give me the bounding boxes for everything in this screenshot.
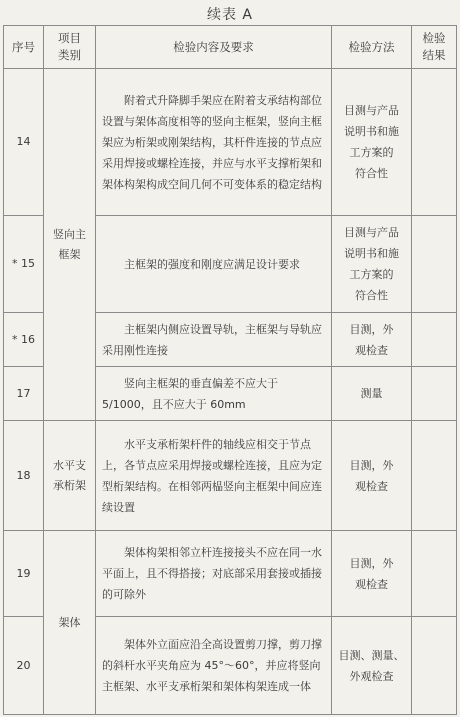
row-result	[412, 617, 457, 715]
table-row	[4, 531, 457, 617]
row-number: 18	[4, 421, 44, 531]
row-method: 测量	[332, 367, 412, 421]
row-content: 附着式升降脚手架应在附着支承结构部位设置与架体高度相等的竖向主框架，竖向主框架应为桁架或刚架结构，其杆件连接的节点应采用焊接或螺栓连接，并应与水平支撑桁架和架体构架构成空间几何不可变体系的稳定结构	[96, 69, 332, 216]
table-caption: 续表 A	[206, 7, 254, 23]
row-number: 17	[4, 367, 44, 421]
row-number: * 16	[4, 313, 44, 367]
row-method: 目测，外 观检查	[332, 313, 412, 367]
row-result	[412, 69, 457, 216]
header-result: 检验 结果	[412, 26, 457, 69]
category-vertical-frame: 竖向主 框架	[44, 69, 96, 421]
category-frame-body: 架体	[44, 531, 96, 715]
row-number: 19	[4, 531, 44, 617]
header-row	[4, 26, 457, 69]
row-content: 水平支承桁架杆件的轴线应相交于节点上，各节点应采用焊接或螺栓连接，且应为定型桁架结构。在相邻两榀竖向主框架中间应连续设置	[96, 421, 332, 531]
row-result	[412, 313, 457, 367]
category-horizontal-truss: 水平支 承桁架	[44, 421, 96, 531]
table-row	[4, 421, 457, 531]
header-content: 检验内容及要求	[96, 26, 332, 69]
row-content: 主框架内侧应设置导轨，主框架与导轨应采用刚性连接	[96, 313, 332, 367]
row-number: * 15	[4, 216, 44, 313]
table-row	[4, 69, 457, 216]
row-method: 目测与产品 说明书和施 工方案的 符合性	[332, 69, 412, 216]
header-no: 序号	[4, 26, 44, 69]
row-result	[412, 531, 457, 617]
row-result	[412, 421, 457, 531]
row-method: 目测，外 观检查	[332, 421, 412, 531]
header-category: 项目 类别	[44, 26, 96, 69]
row-content: 架体构架相邻立杆连接接头不应在同一水平面上，且不得搭接；对底部采用套接或插接的可除外	[96, 531, 332, 617]
row-content: 竖向主框架的垂直偏差不应大于 5/1000，且不应大于 60mm	[96, 367, 332, 421]
header-method: 检验方法	[332, 26, 412, 69]
row-result	[412, 367, 457, 421]
row-number: 14	[4, 69, 44, 216]
row-method: 目测、测量、 外观检查	[332, 617, 412, 715]
row-content: 架体外立面应沿全高设置剪刀撑，剪刀撑的斜杆水平夹角应为 45°～60°，并应将竖向主框架、水平支承桁架和架体构架连成一体	[96, 617, 332, 715]
row-content: 主框架的强度和刚度应满足设计要求	[96, 216, 332, 313]
row-method: 目测与产品 说明书和施 工方案的 符合性	[332, 216, 412, 313]
row-result	[412, 216, 457, 313]
inspection-table	[3, 25, 457, 715]
row-number: 20	[4, 617, 44, 715]
row-method: 目测，外 观检查	[332, 531, 412, 617]
